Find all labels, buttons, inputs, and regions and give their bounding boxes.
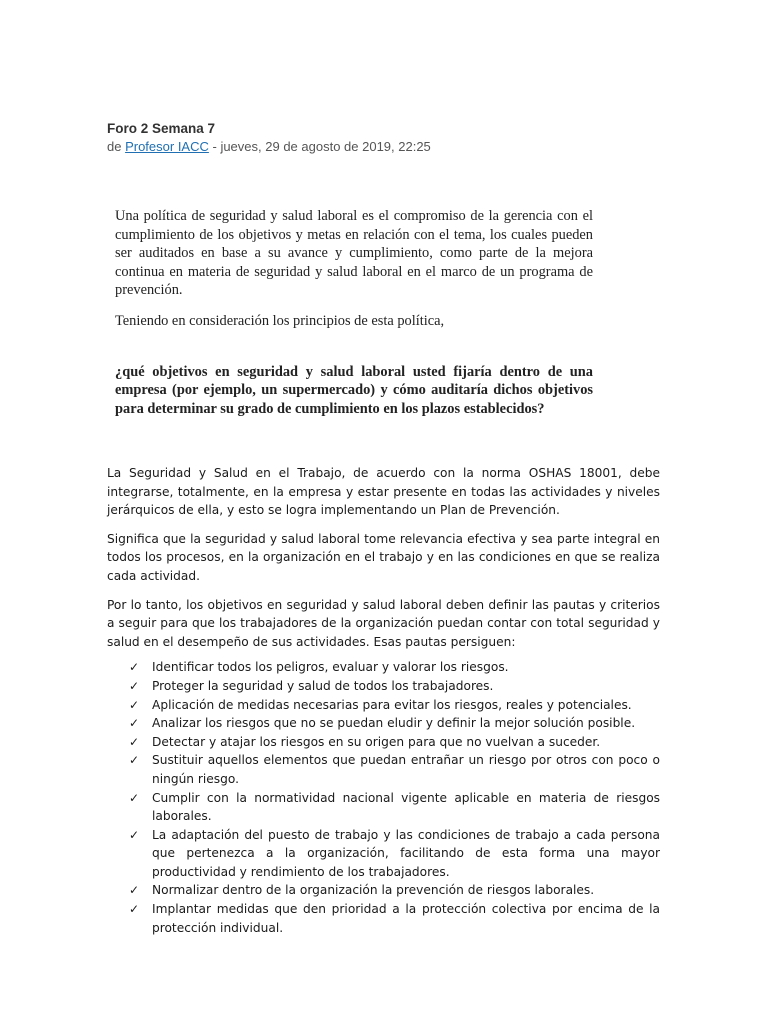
list-item-text: Normalizar dentro de la organización la prevención de riesgos laborales.: [152, 883, 595, 898]
check-icon: ✓: [129, 734, 140, 749]
answer-paragraph-1: La Seguridad y Salud en el Trabajo, de acuerdo con la norma OSHAS 18001, debe integrarse, totalmente, en la empresa y estar presente en todas las actividades y niveles jerárquicos de ella, y esto se logra implementando un Plan de Prevención.: [107, 466, 660, 518]
check-icon: ✓: [129, 790, 140, 805]
check-icon: ✓: [129, 660, 140, 675]
list-item: [107, 826, 660, 882]
list-item: [107, 751, 660, 788]
list-item: [107, 677, 660, 696]
post-title: Foro 2 Semana 7: [107, 121, 216, 136]
check-icon: ✓: [129, 827, 140, 842]
check-icon: ✓: [129, 716, 140, 731]
list-item: [107, 900, 660, 937]
list-item: [107, 789, 660, 826]
prompt-intro-2: Teniendo en consideración los principios de esta política,: [115, 312, 445, 329]
post-meta: [107, 138, 431, 156]
list-item-text: La adaptación del puesto de trabajo y las condiciones de trabajo a cada persona que pertenezca a la organización, facilitando de esta forma una mayor productividad y rendimiento de los trabajadores.: [152, 827, 660, 879]
answer-paragraph-2: Significa que la seguridad y salud laboral tome relevancia efectiva y sea parte integral en todos los procesos, en la organización en el trabajo y en las condiciones en que se realiza cada actividad.: [107, 531, 660, 583]
by-prefix: de: [107, 139, 126, 154]
list-item: [107, 881, 660, 900]
objectives-list: [107, 658, 660, 937]
check-icon: ✓: [129, 753, 140, 768]
post-date: - jueves, 29 de agosto de 2019, 22:25: [208, 139, 431, 154]
check-icon: ✓: [129, 902, 140, 917]
list-item-text: Sustituir aquellos elementos que puedan entrañar un riesgo por otros con poco o ningún riesgo.: [152, 753, 660, 786]
answer-body: [107, 464, 660, 937]
list-item-text: Aplicación de medidas necesarias para evitar los riesgos, reales y potenciales.: [152, 697, 632, 712]
list-item: [107, 714, 660, 733]
list-item-text: Identificar todos los peligros, evaluar y valorar los riesgos.: [152, 660, 509, 675]
post-header: [107, 120, 431, 156]
answer-paragraph-3: Por lo tanto, los objetivos en seguridad y salud laboral deben definir las pautas y criterios a seguir para que los trabajadores de la organización puedan contar con total seguridad y salud en el desempeño de sus actividades. Esas pautas persiguen:: [107, 597, 660, 649]
list-item-text: Proteger la seguridad y salud de todos los trabajadores.: [152, 678, 494, 693]
check-icon: ✓: [129, 883, 140, 898]
list-item: [107, 658, 660, 677]
list-item-text: Cumplir con la normatividad nacional vigente aplicable en materia de riesgos laborales.: [152, 790, 660, 824]
prompt-intro: Una política de seguridad y salud laboral es el compromiso de la gerencia con el cumplimiento de los objetivos y metas en relación con el tema, los cuales pueden ser auditados en base a su avance y cumplimiento, como parte de la mejora continua en materia de seguridad y salud laboral en el marco de un programa de prevención.: [115, 208, 593, 299]
list-item: [107, 733, 660, 752]
list-item-text: Detectar y atajar los riesgos en su origen para que no vuelvan a suceder.: [152, 734, 601, 749]
check-icon: ✓: [129, 678, 140, 693]
list-item: [107, 696, 660, 715]
author-link[interactable]: Profesor IACC: [125, 139, 209, 154]
check-icon: ✓: [129, 697, 140, 712]
list-item-text: Analizar los riesgos que no se puedan eludir y definir la mejor solución posible.: [152, 716, 636, 731]
prompt-question: ¿qué objetivos en seguridad y salud laboral usted fijaría dentro de una empresa (por ejemplo, un supermercado) y cómo auditaría dichos objetivos para determinar su grado de cumplimiento en los plazos establecidos?: [115, 363, 593, 417]
forum-prompt: [115, 207, 593, 418]
list-item-text: Implantar medidas que den prioridad a la protección colectiva por encima de la protección individual.: [152, 902, 660, 935]
